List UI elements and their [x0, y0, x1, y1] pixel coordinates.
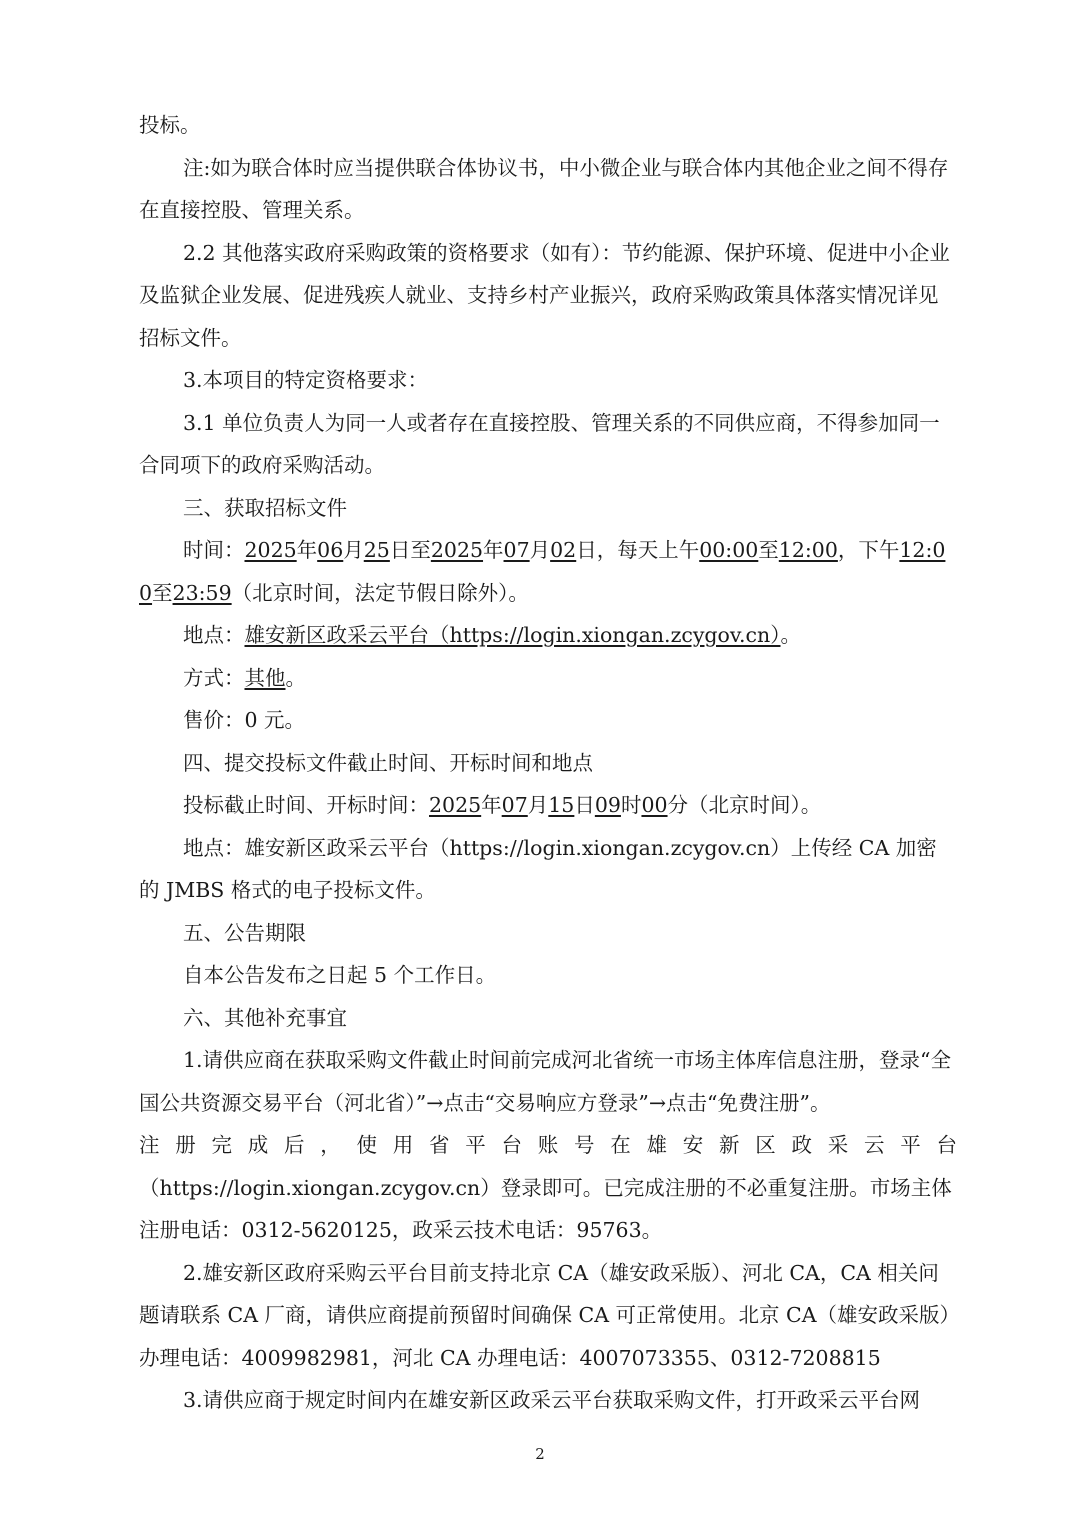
paragraph-obtain-procurement-docs: 3.请供应商于规定时间内在雄安新区政采云平台获取采购文件，打开政采云平台网 [183, 1388, 921, 1412]
afternoon-end: 23:59 [172, 580, 232, 605]
label-deadline: 投标截止时间、开标时间： [183, 793, 429, 817]
end-day: 02 [550, 538, 577, 562]
label-location: 地点： [183, 623, 245, 647]
start-month: 06 [317, 538, 344, 562]
section-heading-deadline: 四、提交投标文件截止时间、开标时间和地点 [183, 750, 593, 775]
paragraph-specific-requirements-heading: 3.本项目的特定资格要求： [183, 368, 429, 392]
paragraph-registration-1c: （https://login.xiongan.zcygov.cn）登录即可。已完成注册的不必重复注册。市场主体注册电话：0312-5620125，政采云技术电话：95763。 [139, 1175, 952, 1242]
document-body [139, 104, 957, 1422]
section-heading-notice-period: 五、公告期限 [183, 920, 306, 945]
paragraph-ca-support: 2.雄安新区政府采购云平台目前支持北京 CA（雄安政采版）、河北 CA，CA 相关问题请联系 CA 厂商，请供应商提前预留时间确保 CA 可正常使用。北京 CA（雄安政采版）办理电话：4009982981，河北 CA 办理电话：4007073355、0312-7208815 [139, 1260, 950, 1370]
method-value: 其他 [244, 665, 286, 690]
paragraph-registration-1b: 注 册 完 成 后 ， 使 用 省 平 台 账 号 在 雄 安 新 区 政 采 云 平 台 [139, 1133, 957, 1157]
paragraph-obtain-time: 时间：2025年06月25日至2025年07月02日，每天上午00:00至12:00，下午12:00至23:59（北京时间，法定节假日除外）。 [139, 538, 946, 605]
paragraph-consortium-note: 注:如为联合体时应当提供联合体协议书，中小微企业与联合体内其他企业之间不得存在直接控股、管理关系。 [139, 155, 949, 222]
paragraph-deadline-time: 投标截止时间、开标时间：2025年07月15日09时00分（北京时间）。 [183, 793, 822, 817]
deadline-year: 2025 [429, 793, 482, 817]
paragraph-obtain-location: 地点：雄安新区政采云平台（https://login.xiongan.zcygov.cn）。 [183, 623, 801, 647]
start-year: 2025 [244, 538, 297, 562]
section-heading-other-matters: 六、其他补充事宜 [183, 1005, 347, 1030]
paragraph-submission-location: 地点：雄安新区政采云平台（https://login.xiongan.zcygov.cn）上传经 CA 加密的 JMBS 格式的电子投标文件。 [139, 835, 937, 902]
end-month: 07 [503, 538, 530, 562]
morning-end: 12:00 [778, 538, 838, 562]
morning-start: 00:00 [699, 538, 759, 562]
deadline-minute: 00 [641, 793, 668, 817]
label-time: 时间： [183, 538, 245, 562]
paragraph-bidding-end: 投标。 [139, 113, 201, 137]
page-number: 2 [535, 1445, 545, 1463]
end-year: 2025 [430, 538, 484, 562]
platform-link[interactable]: 雄安新区政采云平台（https://login.xiongan.zcygov.cn） [244, 623, 781, 647]
afternoon-start: 12:00 [139, 538, 946, 605]
paragraph-policy-requirements: 2.2 其他落实政府采购政策的资格要求（如有）：节约能源、保护环境、促进中小企业及监狱企业发展、促进残疾人就业、支持乡村产业振兴，政府采购政策具体落实情况详见招标文件。 [139, 240, 950, 350]
paragraph-obtain-method: 方式：其他。 [183, 665, 306, 690]
deadline-hour: 09 [594, 793, 621, 817]
start-day: 25 [363, 538, 390, 562]
paragraph-registration-1a: 1.请供应商在获取采购文件截止时间前完成河北省统一市场主体库信息注册，登录“全国公共资源交易平台（河北省）”→点击“交易响应方登录”→点击“免费注册”。 [139, 1048, 952, 1115]
deadline-day: 15 [548, 793, 575, 817]
paragraph-specific-requirement-3-1: 3.1 单位负责人为同一人或者存在直接控股、管理关系的不同供应商，不得参加同一合同项下的政府采购活动。 [139, 410, 940, 477]
paragraph-notice-period: 自本公告发布之日起 5 个工作日。 [183, 963, 497, 987]
paragraph-price: 售价：0 元。 [183, 708, 306, 732]
label-method: 方式： [183, 665, 245, 690]
deadline-month: 07 [501, 793, 528, 817]
section-heading-obtain-documents: 三、获取招标文件 [183, 495, 347, 520]
